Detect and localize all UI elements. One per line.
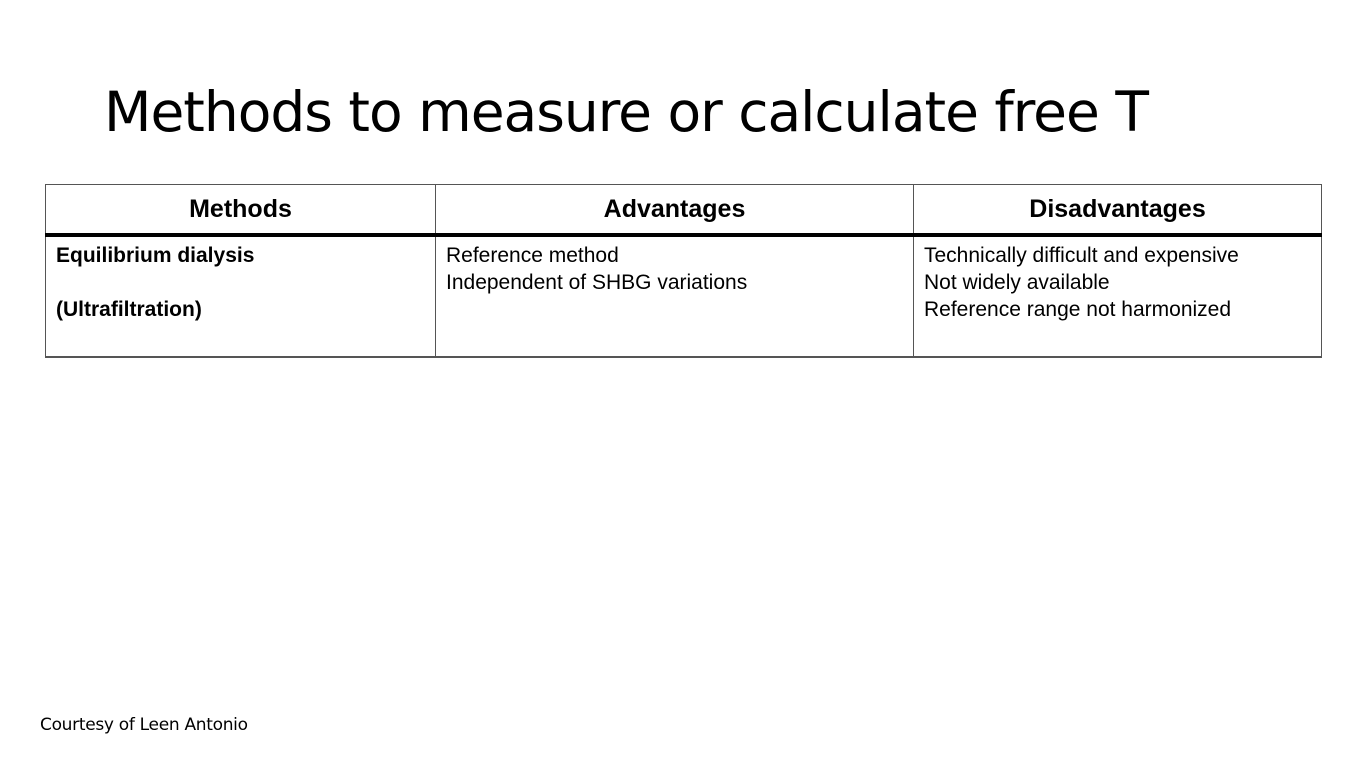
slide-title: Methods to measure or calculate free T	[104, 80, 1148, 144]
header-advantages: Advantages	[436, 185, 914, 236]
methods-table	[45, 184, 1322, 358]
header-disadvantages: Disadvantages	[914, 185, 1322, 236]
cell-method	[46, 235, 436, 357]
table-row	[46, 235, 1322, 357]
cell-advantages	[436, 235, 914, 357]
cell-disadvantages	[914, 235, 1322, 357]
method-alternative: (Ultrafiltration)	[56, 298, 202, 321]
disadvantage-item: Not widely available	[924, 271, 1110, 294]
header-methods: Methods	[46, 185, 436, 236]
line-spacer	[56, 269, 425, 296]
method-name: Equilibrium dialysis	[56, 244, 255, 267]
table-header-row	[46, 185, 1322, 236]
advantage-item: Independent of SHBG variations	[446, 271, 748, 294]
disadvantage-item: Reference range not harmonized	[924, 298, 1232, 321]
disadvantage-item: Technically difficult and expensive	[924, 244, 1239, 267]
courtesy-note: Courtesy of Leen Antonio	[40, 715, 248, 735]
advantage-item: Reference method	[446, 244, 619, 267]
